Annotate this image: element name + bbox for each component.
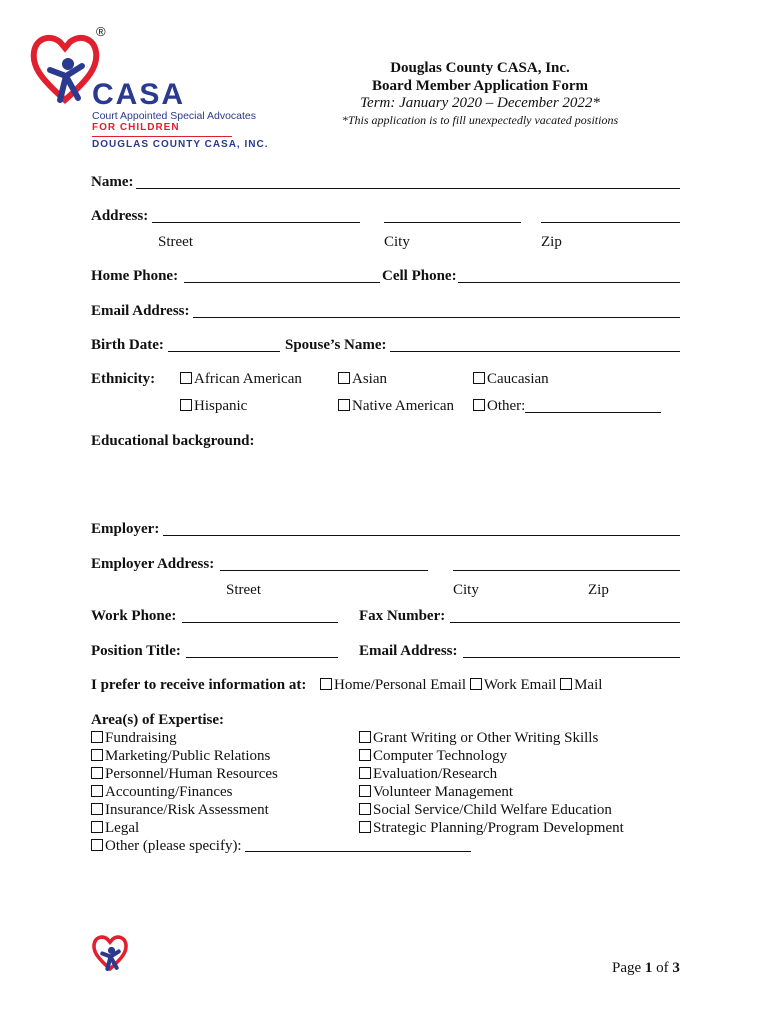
ethnicity-other[interactable]: [473, 398, 525, 415]
checkbox-icon[interactable]: [91, 749, 103, 761]
expertise-left-list: [91, 729, 278, 855]
expertise-item[interactable]: [359, 747, 624, 765]
checkbox-icon[interactable]: [320, 678, 332, 690]
address-city-field[interactable]: [384, 222, 521, 223]
expertise-item[interactable]: [359, 819, 624, 837]
checkbox-icon[interactable]: [473, 372, 485, 384]
checkbox-icon[interactable]: [359, 767, 371, 779]
logo-tagline: Court Appointed Special Advocates: [92, 110, 257, 122]
logo-org: DOUGLAS COUNTY CASA, INC.: [92, 139, 269, 150]
checkbox-icon[interactable]: [359, 731, 371, 743]
pref-work-email[interactable]: [470, 677, 557, 693]
employer-street-field[interactable]: [220, 570, 428, 571]
employer-zip-caption: Zip: [588, 582, 609, 598]
option-label: Work Email: [483, 677, 557, 693]
spouse-field[interactable]: [390, 351, 680, 352]
spouse-label: Spouse’s Name:: [285, 337, 387, 353]
expertise-label: Grant Writing or Other Writing Skills: [373, 730, 599, 746]
preference-options: [320, 677, 602, 694]
ethnicity-african-american[interactable]: [180, 371, 302, 388]
home-phone-label: Home Phone:: [91, 268, 179, 284]
address-street-caption: Street: [158, 234, 193, 250]
checkbox-icon[interactable]: [91, 821, 103, 833]
expertise-item[interactable]: [91, 747, 278, 765]
expertise-label: Strategic Planning/Program Development: [373, 820, 624, 836]
education-label: Educational background:: [91, 433, 255, 449]
address-city-caption: City: [384, 234, 410, 250]
logo-name: CASA: [92, 78, 186, 111]
checkbox-icon[interactable]: [338, 372, 350, 384]
option-label: Native American: [352, 398, 455, 414]
casa-logo: [30, 24, 269, 153]
expertise-item[interactable]: [91, 783, 278, 801]
expertise-label: Accounting/Finances: [105, 784, 233, 800]
expertise-label: Marketing/Public Relations: [105, 748, 271, 764]
checkbox-icon[interactable]: [91, 803, 103, 815]
employer-city-zip-field[interactable]: [453, 570, 680, 571]
fax-label: Fax Number:: [359, 608, 446, 624]
checkbox-icon[interactable]: [91, 767, 103, 779]
expertise-item[interactable]: [359, 729, 624, 747]
header-note: *This application is to fill unexpectedly vacated positions: [341, 113, 619, 127]
checkbox-icon[interactable]: [359, 803, 371, 815]
preference-label: I prefer to receive information at:: [91, 677, 307, 693]
checkbox-icon[interactable]: [470, 678, 482, 690]
expertise-label: Computer Technology: [373, 748, 508, 764]
address-label: Address:: [91, 208, 149, 224]
option-label: Mail: [574, 677, 603, 693]
name-field[interactable]: [136, 188, 680, 189]
cell-phone-field[interactable]: [458, 282, 680, 283]
expertise-item[interactable]: [91, 819, 278, 837]
page-prefix: Page: [612, 960, 642, 976]
logo-for-children: FOR CHILDREN: [92, 122, 180, 133]
registered-mark: ®: [96, 24, 106, 39]
employer-field[interactable]: [163, 535, 680, 536]
option-label: Asian: [352, 371, 387, 387]
employer-address-label: Employer Address:: [91, 556, 215, 572]
expertise-label: Social Service/Child Welfare Education: [373, 802, 612, 818]
expertise-right-list: [359, 729, 624, 837]
logo-divider: [92, 136, 232, 137]
checkbox-icon[interactable]: [180, 372, 192, 384]
checkbox-icon[interactable]: [473, 399, 485, 411]
checkbox-icon[interactable]: [560, 678, 572, 690]
position-field[interactable]: [186, 657, 338, 658]
expertise-other-field[interactable]: [245, 851, 471, 852]
checkbox-icon[interactable]: [91, 839, 103, 851]
home-phone-field[interactable]: [184, 282, 380, 283]
header-title: Board Member Application Form: [372, 78, 588, 94]
address-zip-field[interactable]: [541, 222, 680, 223]
option-label: Hispanic: [194, 398, 248, 414]
expertise-label: Volunteer Management: [373, 784, 514, 800]
pref-home-email[interactable]: [320, 677, 466, 693]
work-email-label: Email Address:: [359, 643, 458, 659]
page-number: [612, 960, 680, 977]
expertise-label: Personnel/Human Resources: [105, 766, 278, 782]
checkbox-icon[interactable]: [359, 821, 371, 833]
expertise-item[interactable]: [91, 801, 278, 819]
expertise-other-label: Other (please specify):: [105, 838, 242, 854]
work-email-field[interactable]: [463, 657, 680, 658]
position-label: Position Title:: [91, 643, 181, 659]
employer-street-caption: Street: [226, 582, 261, 598]
option-label: Home/Personal Email: [334, 677, 467, 693]
employer-city-caption: City: [453, 582, 479, 598]
cell-phone-label: Cell Phone:: [382, 268, 457, 284]
ethnicity-label: Ethnicity:: [91, 371, 156, 387]
address-street-field[interactable]: [152, 222, 360, 223]
work-phone-label: Work Phone:: [91, 608, 177, 624]
header-term: Term: January 2020 – December 2022*: [360, 95, 600, 111]
header-org: Douglas County CASA, Inc.: [390, 60, 570, 76]
birth-date-field[interactable]: [168, 351, 280, 352]
work-phone-field[interactable]: [182, 622, 338, 623]
expertise-item[interactable]: [91, 729, 278, 747]
expertise-label: Legal: [105, 820, 140, 836]
expertise-label: Fundraising: [105, 730, 177, 746]
expertise-title: Area(s) of Expertise:: [91, 712, 225, 728]
expertise-label: Evaluation/Research: [373, 766, 498, 782]
ethnicity-other-field[interactable]: [525, 412, 661, 413]
checkbox-icon[interactable]: [359, 749, 371, 761]
option-label: Other:: [487, 398, 526, 414]
page-current: 1: [644, 960, 653, 976]
name-label: Name:: [91, 174, 134, 190]
fax-field[interactable]: [450, 622, 680, 623]
expertise-item[interactable]: [359, 765, 624, 783]
ethnicity-asian[interactable]: [338, 371, 387, 388]
expertise-item[interactable]: [359, 801, 624, 819]
heart-child-icon: [30, 28, 100, 110]
option-label: African American: [194, 371, 302, 387]
expertise-item[interactable]: [359, 783, 624, 801]
pref-mail[interactable]: [560, 677, 602, 693]
option-label: Caucasian: [487, 371, 549, 387]
page-total: 3: [672, 960, 680, 976]
ethnicity-hispanic[interactable]: [180, 398, 247, 415]
footer-heart-child-icon: [92, 932, 128, 974]
education-field[interactable]: [91, 452, 681, 512]
checkbox-icon[interactable]: [180, 399, 192, 411]
checkbox-icon[interactable]: [91, 785, 103, 797]
email-field[interactable]: [193, 317, 680, 318]
email-label: Email Address:: [91, 303, 190, 319]
expertise-item[interactable]: [91, 765, 278, 783]
page-of: of: [656, 960, 669, 976]
checkbox-icon[interactable]: [359, 785, 371, 797]
ethnicity-native-american[interactable]: [338, 398, 454, 415]
address-zip-caption: Zip: [541, 234, 562, 250]
checkbox-icon[interactable]: [91, 731, 103, 743]
checkbox-icon[interactable]: [338, 399, 350, 411]
expertise-label: Insurance/Risk Assessment: [105, 802, 269, 818]
employer-label: Employer:: [91, 521, 160, 537]
ethnicity-caucasian[interactable]: [473, 371, 549, 388]
birth-date-label: Birth Date:: [91, 337, 164, 353]
expertise-item-other[interactable]: [91, 837, 278, 855]
